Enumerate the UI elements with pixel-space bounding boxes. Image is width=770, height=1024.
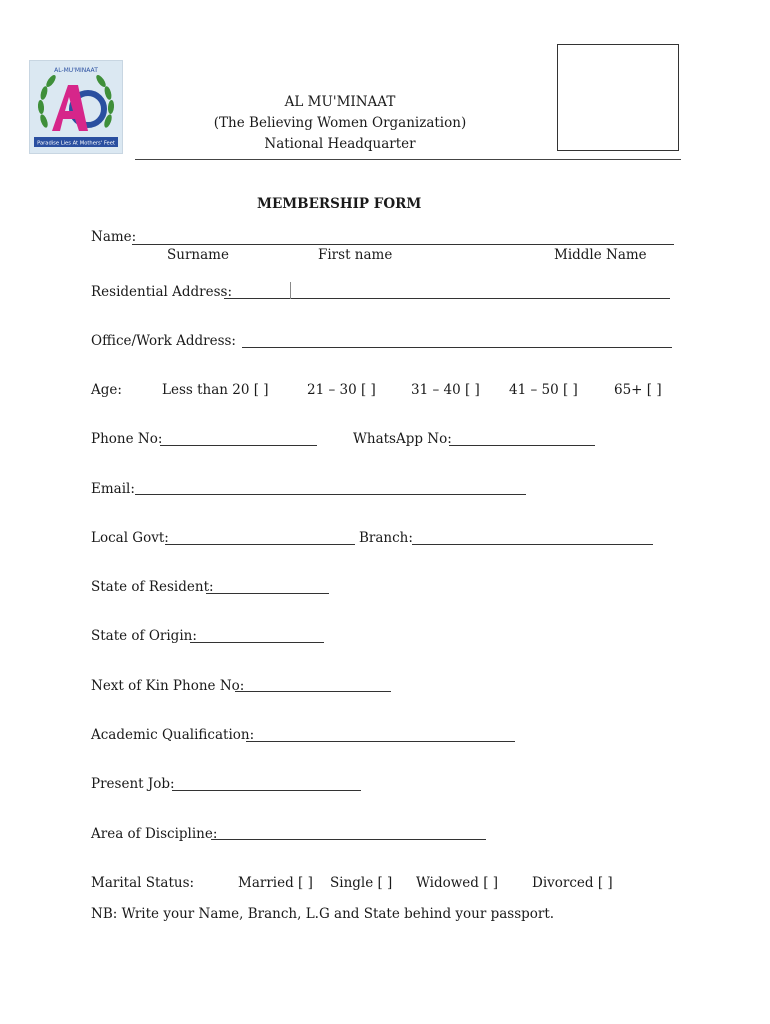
area-of-discipline-field[interactable] (211, 839, 486, 840)
present-job-field[interactable] (172, 790, 361, 791)
next-of-kin-phone-label: Next of Kin Phone No: (91, 678, 245, 694)
org-subtitle: (The Believing Women Organization) (213, 115, 467, 131)
marital-status-label: Marital Status: (91, 875, 195, 891)
age-option-21-30[interactable]: 21 – 30 [ ] (307, 382, 376, 398)
middle-name-caption: Middle Name (554, 247, 647, 263)
marital-option-divorced[interactable]: Divorced [ ] (532, 875, 613, 891)
svg-text:AL-MU'MINAAT: AL-MU'MINAAT (54, 67, 98, 74)
branch-field[interactable] (412, 544, 653, 545)
present-job-label: Present Job: (91, 776, 175, 792)
local-govt-field[interactable] (165, 544, 355, 545)
state-of-resident-field[interactable] (206, 593, 329, 594)
local-govt-label: Local Govt: (91, 530, 169, 546)
office-address-label: Office/Work Address: (91, 333, 236, 349)
org-name: AL MU'MINAAT (284, 94, 396, 110)
area-of-discipline-label: Area of Discipline: (91, 826, 218, 842)
next-of-kin-phone-field[interactable] (235, 691, 391, 692)
text-cursor (290, 282, 291, 299)
org-office: National Headquarter (264, 136, 416, 152)
form-title: MEMBERSHIP FORM (257, 196, 422, 212)
age-option-under-20[interactable]: Less than 20 [ ] (162, 382, 269, 398)
first-name-caption: First name (318, 247, 393, 263)
age-label: Age: (91, 382, 122, 398)
office-address-field[interactable] (242, 347, 672, 348)
age-option-41-50[interactable]: 41 – 50 [ ] (509, 382, 578, 398)
email-label: Email: (91, 481, 135, 497)
name-field[interactable] (132, 244, 674, 245)
logo-emblem-icon (30, 61, 122, 153)
marital-option-single[interactable]: Single [ ] (330, 875, 393, 891)
phone-field[interactable] (160, 445, 317, 446)
state-of-origin-field[interactable] (190, 642, 324, 643)
state-of-resident-label: State of Resident: (91, 579, 214, 595)
residential-address-label: Residential Address: (91, 284, 233, 300)
name-label: Name: (91, 229, 137, 245)
header-divider (135, 159, 681, 160)
academic-qualification-field[interactable] (246, 741, 515, 742)
surname-caption: Surname (167, 247, 229, 263)
whatsapp-field[interactable] (449, 445, 595, 446)
academic-qualification-label: Academic Qualification: (91, 727, 255, 743)
organization-logo (29, 60, 123, 154)
whatsapp-label: WhatsApp No: (353, 431, 452, 447)
passport-photo-box (557, 44, 679, 151)
email-field[interactable] (135, 494, 526, 495)
age-option-31-40[interactable]: 31 – 40 [ ] (411, 382, 480, 398)
marital-option-widowed[interactable]: Widowed [ ] (416, 875, 499, 891)
age-option-65-plus[interactable]: 65+ [ ] (614, 382, 662, 398)
phone-label: Phone No: (91, 431, 163, 447)
marital-option-married[interactable]: Married [ ] (238, 875, 313, 891)
state-of-origin-label: State of Origin: (91, 628, 197, 644)
passport-note: NB: Write your Name, Branch, L.G and State behind your passport. (91, 906, 555, 922)
branch-label: Branch: (359, 530, 413, 546)
svg-text:Paradise Lies At Mothers' Feet: Paradise Lies At Mothers' Feet (37, 140, 115, 147)
